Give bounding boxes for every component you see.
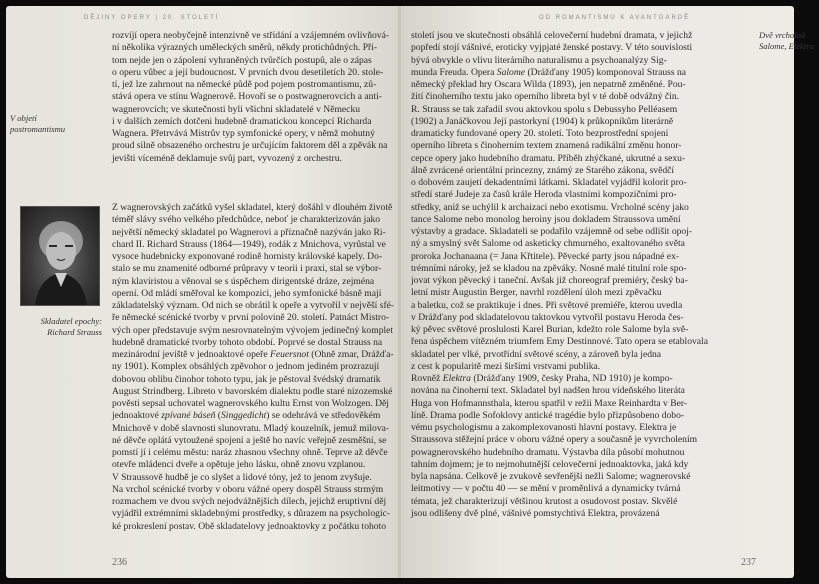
margin-note-line: V objetí [10,113,37,123]
text-line: a baletku, což se praktikuje i dnes. Při světové premiéře, kterou uvedla [411,299,683,311]
text-line: ké prokreslení postav. Obě skladatelovy jednoaktovky z počátku tohoto [112,520,387,532]
text-line: ný a smyslný svět Salome od asketicky chmurného, exaltovaného světa [411,238,685,250]
text-line: mezinárodní jeviště v jednoaktové opeře Feuersnot (Ohně zmar, Drážďa- [112,349,394,360]
text-line: chard II. Richard Strauss (1864—1949), rodák z Mnichova, vyrůstal ve [112,238,386,250]
left-paragraph-1 [112,30,390,165]
text-line: powagnerovského hudebního dramatu. Výstavba díla působí mohutnou [411,446,685,458]
text-line: Straussova stěžejní práce v oboru vážné opery a současně je vyvrcholením [411,434,698,446]
text-line: vyjádřil extrémními skladebnými prostředky, s důrazem na psychologic- [112,508,391,520]
margin-note-line: Richard Strauss [47,327,102,337]
text-line: otevře mládenci dveře a opětuje jeho lásku, ohně znovu vzplanou. [112,459,366,471]
text-line: vých oper představuje svým nesrovnatelným vývojem jedinečný komplet [112,324,394,336]
text-line: dobovou oblibu činohor tohoto typu, jak je pěstoval švédský dramatik [112,373,381,385]
text-line: stává opera ve stínu Wagnerově. Hovoří se o postwagnerovcích a anti- [112,91,382,103]
text-line: Mnichově v době slavnosti slunovratu. Mladý kouzelník, jemuž milova- [112,422,390,434]
text-line: o operu vůbec a její budoucnost. V prvních dvou desetiletích 20. stole- [112,66,384,78]
text-line: rozvíjí opera neobyčejně intenzivně ve střídání a vzájemném ovlivňová- [112,30,390,41]
right-paragraph [411,30,744,520]
text-line: výstavby a gradace. Skladateli se podařilo vzájemně od sebe odlišit opoj- [411,226,693,237]
text-line: trémními nároky, jež se kladou na zpěváky. Nosné malé titulní role spo- [411,262,687,274]
text-line: ře německé scénické tvorby v první polovině 20. století. Patnáct Mistro- [112,312,390,324]
text-line: ký pěvec světové proslulosti Karel Burian, kdežto role Salome byla svě- [411,324,689,335]
text-line: dramaticky fundované opery 20. století. Toto bezprostřední spojení [411,128,669,139]
margin-note-line: postromantismu [10,124,66,134]
margin-note-salome-elektra [759,30,819,52]
text-line: tom nejde jen o zápolení vyhraněných tvůrčích postupů, ale o zápas [112,54,372,66]
right-page [401,6,814,578]
margin-note-line: Dvě vrcholná [759,30,806,40]
page-number: 236 [112,557,127,568]
page-number: 237 [741,557,756,568]
text-line: rozmachem ve dvou svých nejodvážnějších dílech, jejichž eruptivní děj [112,496,387,507]
text-line: téměř slávy svého velkého předchůdce, neboť je charakterizován jako [112,214,381,226]
text-line: vému psychologismu a zakomplexovanosti hlavní postavy. Elektra je [411,422,677,433]
text-line: tahním dojmem; je to nejmohutnější celovečerní jednoaktovka, jaká kdy [411,458,689,470]
text-line: Z wagnerovských začátků vyšel skladatel, který došáhl v dlouhém životě [112,202,393,213]
text-line: popředí stojí vášnivé, eroticky vyjpjaté ženské postavy. V této souvislosti [411,42,693,54]
left-page [6,6,399,578]
text-line: álně zvrácené orientální princezny, známý ze Starého zákona, svědčí [411,164,675,176]
text-line: vysoce hudebnicky exponované rodině hornisty královské kapely. Do- [112,251,383,262]
text-line: skladatel per vlké, prvotřídní světové scény, a zároveň byla jedna [411,348,662,360]
text-line: v Drážďany pod skladatelovou taktovkou vytvořil postavu Heroda čes- [411,311,684,323]
text-line: největší německý skladatel po Wagnerovi a příznačně nazýván jako Ri- [112,226,386,238]
text-line: řena úspěchem vítězném triumfem Emy Destinnové. Tato opera se etablovala [411,336,708,348]
text-line: R. Strauss se tak zařadil svou aktovkou spolu s Debussyho Pelléasem [411,103,678,115]
text-line: Wagnera. Přetrvává Mistrův typ symfonické opery, v němž mohutný [112,128,375,139]
text-line: né děvče oplátá vytoužené spojení a ještě ho navíc veřejně zesměšní, se [112,434,387,446]
text-line: středí staré Judeje za časů krále Heroda vlastními kompozičními pro- [411,189,677,201]
text-line: proroka Jochanaana (= Jana Křtitele). Pěvecké party jsou nápadné ex- [411,250,680,262]
margin-note-line: Skladatel epochy: [40,316,102,326]
text-line: (1902) a Janáčkovou Její pastorkyní (1904) k průkopníkům literárně [411,115,674,127]
richard-strauss-portrait [20,206,100,306]
portrait-image [21,207,99,305]
text-line: německý překlad hry Oscara Wilda (1893), jen nepatrně změněné. Pou- [411,79,686,90]
text-line: jsou odlišeny dvě plné, vášnivé pomstychtivá Elektra, provázená [411,507,660,519]
text-line: pomstí jí i celému městu: naráz zhasnou všechny ohně. Teprve až děvče [112,447,388,458]
text-line: munda Freuda. Opera Salome (Drážďany 1905) komponoval Strauss na [411,66,687,78]
text-line: jevišti víceméně deklamuje svůj part, vyvozený z orchestru. [112,152,342,164]
margin-note-strauss [10,316,102,338]
text-line: hudebně dramatické tvorby tohoto období. Poprvé se dostal Strauss na [112,336,383,348]
text-line: století jsou ve skutečnosti obsáhlá celovečerní hudební dramata, v jejichž [411,30,693,41]
text-line: o dobovém zaujetí dekadentními látkami. Skladatel vyjádřil kolorit pro- [411,177,687,188]
text-line: i v dalších zemích dotčeni hudebně dramatickou koncepcí Richarda [112,115,372,127]
text-line: wagnerovcích; ve skutečnosti byli všichni skladatelé v Německu [112,103,361,115]
text-line: pověsti sepsal uchovatel wagnerovského kultu Ernst von Wolzogen. Děj [112,398,389,409]
text-line: V Straussově hudbě je co slyšet a lidové tóny, jež to jenom zvyšuje. [112,471,372,483]
running-head: OD ROMANTISMU K AVANTGARDĚ [539,15,691,21]
text-line: středky, aniž se uchýlil k archaizaci nebo exotismu. Vrcholné scény jako [411,201,689,213]
text-line: August Strindberg. Libreto v bavorském dialektu podle staré nizozemské [112,385,393,397]
text-line: Na vrchol scénické tvorby v oboru vážné opery dospěl Strauss strmým [112,483,384,495]
text-line: základatelský význam. Od nich se obrátil k opeře a vytvořil v nejvěší sfé- [112,300,395,311]
text-line: tance Salome nebo monolog heroiny jsou dokladem Straussova umění [411,213,681,225]
text-line: Huga von Hofmannsthala, kterou spatřil v režii Maxe Reinhardta v Ber- [411,397,688,409]
text-line: jovat výkon pěvecký i taneční. Avšak již choreograf premiéry, český ba- [411,275,688,286]
text-line: témata, jež charakterizují většinou krutost a osudovost postav. Skvělé [411,495,678,507]
text-line: cepce opery jako hudebního dramatu. Příběh zhýčkané, ukrutné a sexu- [411,152,686,164]
text-line: proud silně obsazeného orchestru je určujícím faktorem děl a zpěvák na [112,140,388,152]
running-head: DĚJINY OPERY | 20. STOLETÍ [84,15,220,21]
text-line: bývá obvykle o vlivu literárního naturalismu a psychoanalýzy Sig- [411,54,667,66]
book-spread [6,6,814,578]
text-line: ní několika výrazných uměleckých směrů, někdy protichůdných. Při- [112,42,378,54]
text-line: byla napsána. Celkově je zvukově sevřenější nežli Salome; wagnerovské [411,471,691,482]
text-line: z cest k popularitě mezi širšími vrstvami publika. [411,360,601,372]
text-line: ny 1901). Komplex obsáhlých zpěvohor o jednom jediném prozrazují [112,361,380,373]
text-line: Rovněž Elektra (Drážďany 1909, česky Praha, ND 1910) je kompo- [411,373,673,384]
text-line: jednoaktové zpívané báseň (Singgedicht) se odehrává ve středověkém [112,410,381,422]
text-line: tí, jež lze zahrnout na německé půdě pod pojem postromantismu, zů- [112,79,377,90]
text-line: leitmotivy — v počtu 40 — se mění v proměnlivá a dynamicky tvárná [411,483,681,495]
text-line: ným klavíristou a věnoval se s úspěchem dirigentské dráze, zejména [112,275,375,287]
text-line: nována na činoherní text. Skladatel byl nadšen hrou vídeňského literáta [411,385,685,397]
margin-note-line: Salome, Elektra [759,41,814,51]
text-line: letní mistr Augustin Berger, navrhl rozdělení úloh mezi zpěvačku [411,287,662,299]
text-line: operního libreta s činoherním textem znamená radikální změnu honor- [411,140,682,152]
left-paragraph-2 [112,202,395,533]
text-line: stalo se mu znamenité odborné průpravy v teorii i praxi, stal se výbor- [112,263,382,275]
text-line: operní. Od mládí směřoval ke kompozici, jeho symfonické básně mají [112,287,382,299]
margin-note-postromanticism [10,113,102,135]
text-line: líně. Drama podle Sofoklovy antické tragédie bylo přizpůsobeno dobo- [411,409,685,421]
text-line: žití činoherního textu jako operního libreta byl v té době odvážný čin. [411,91,680,103]
